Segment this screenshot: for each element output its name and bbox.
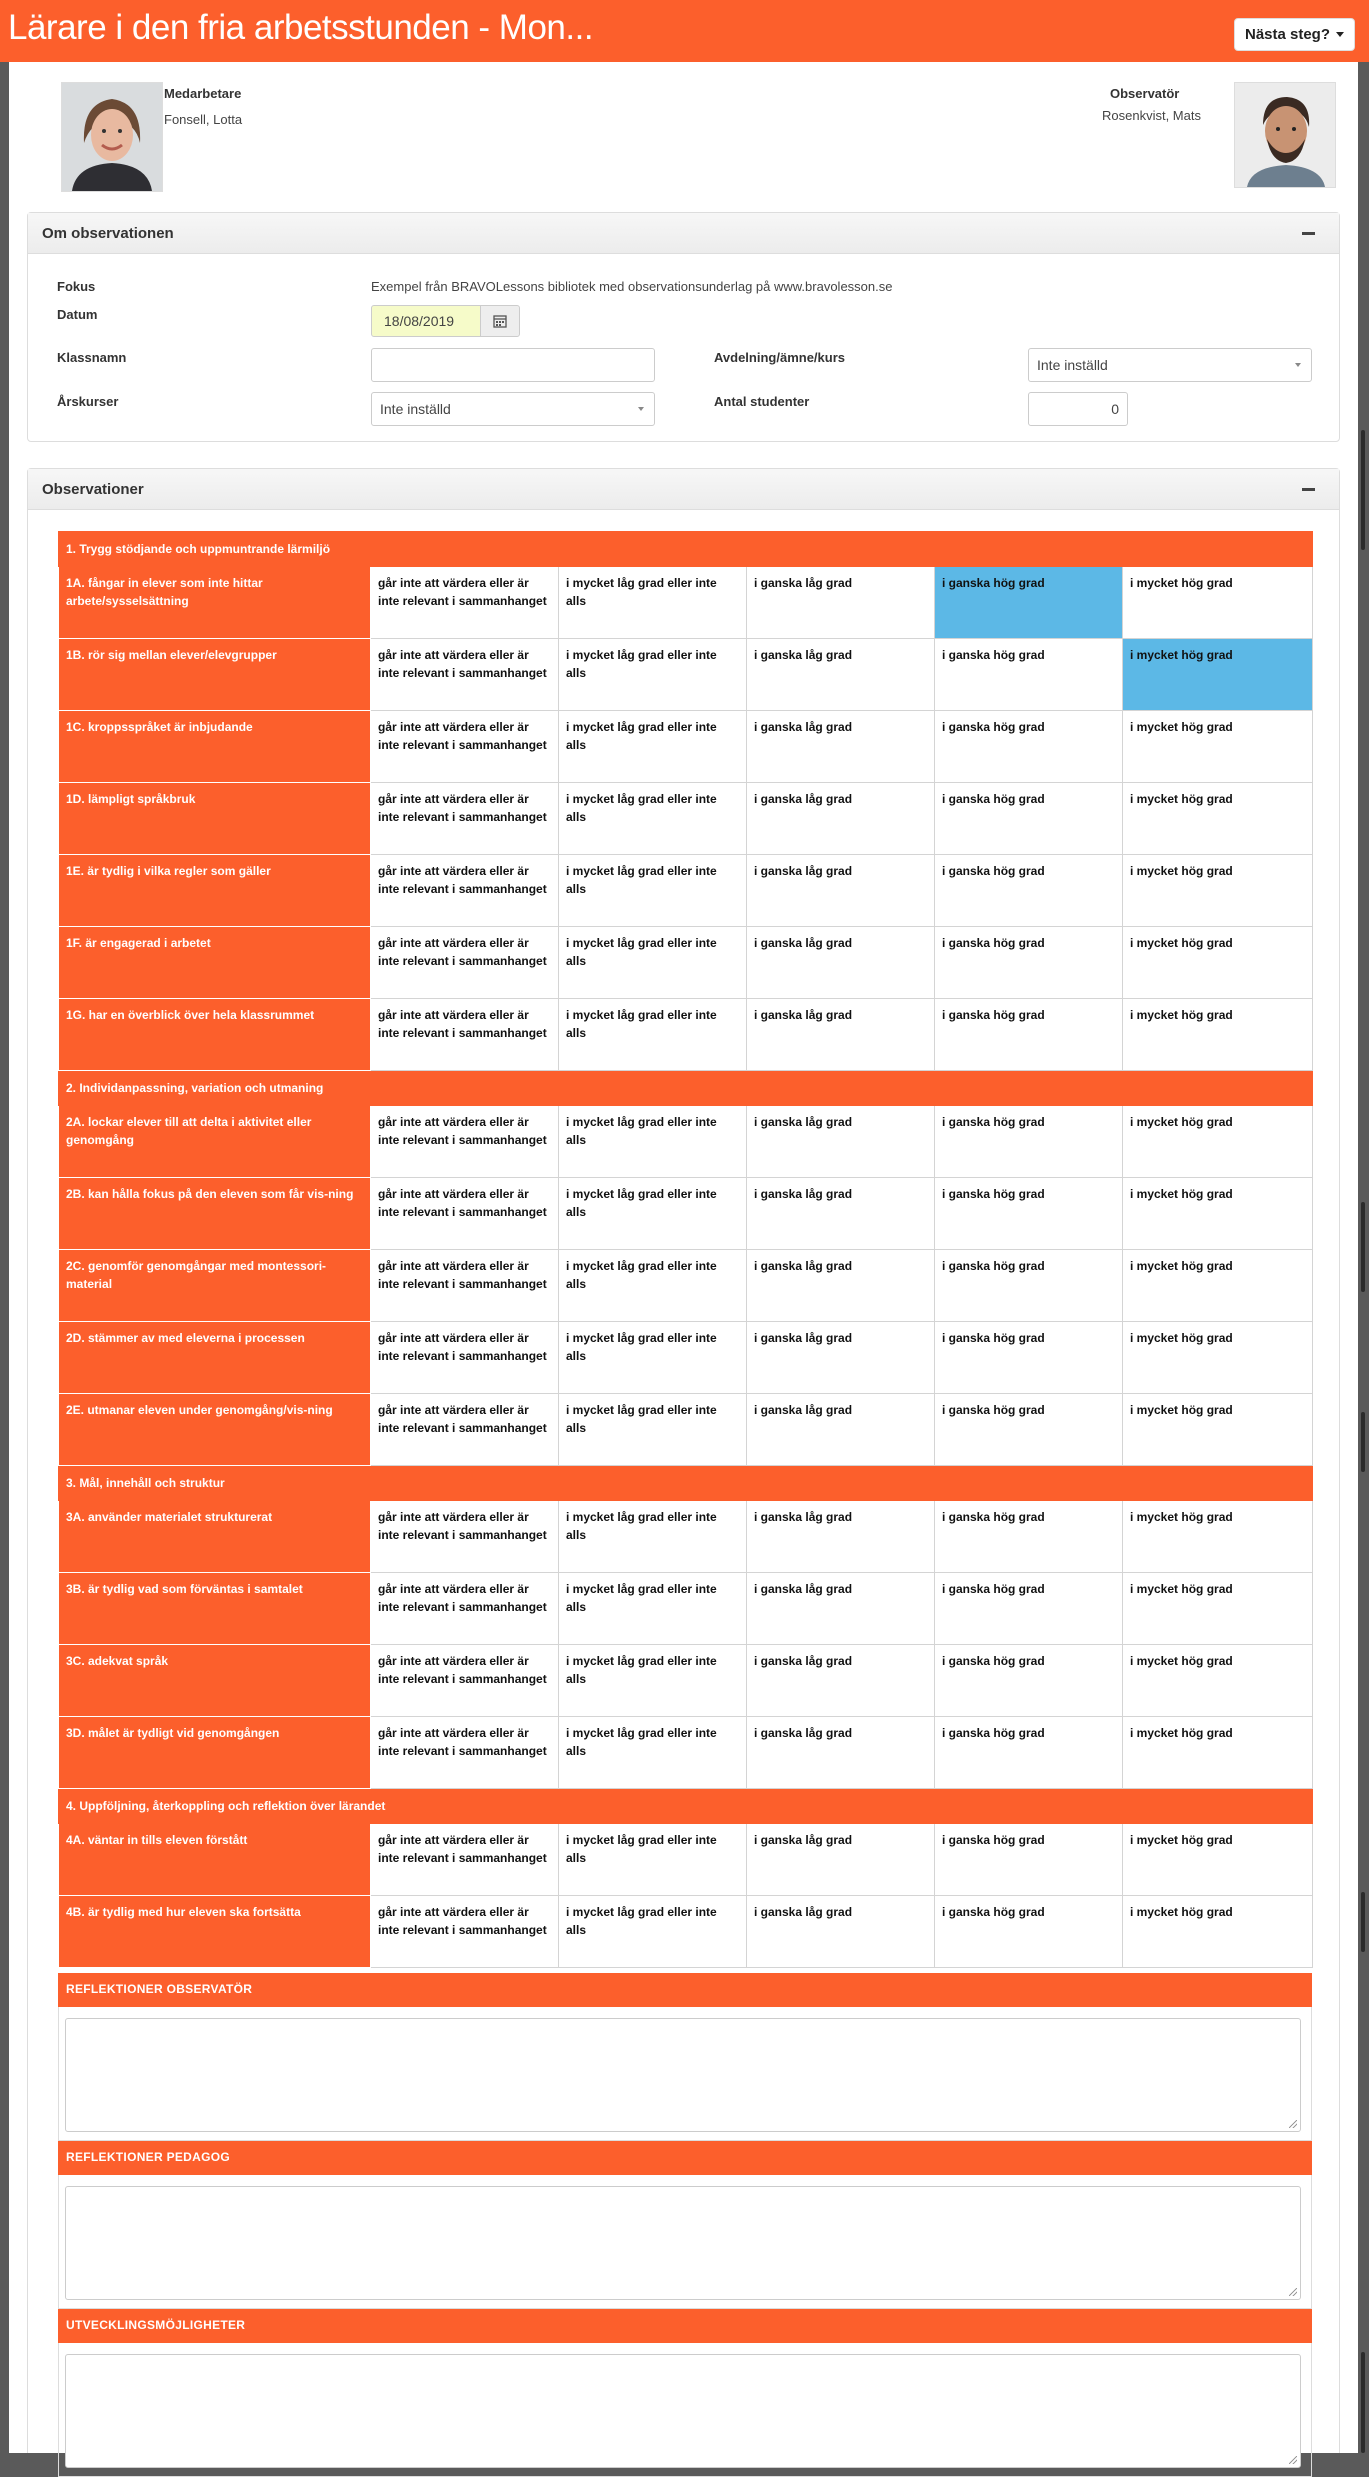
resize-handle[interactable] (1289, 2456, 1297, 2464)
resize-handle[interactable] (1289, 2288, 1297, 2296)
criterion-label: 4B. är tydlig med hur eleven ska fortsätta (59, 1896, 371, 1968)
rating-option[interactable]: i mycket låg grad eller inte alls (559, 1573, 747, 1645)
rating-option[interactable]: i mycket låg grad eller inte alls (559, 927, 747, 999)
rating-option[interactable]: i mycket hög grad (1123, 1645, 1313, 1717)
rating-option[interactable]: i ganska låg grad (747, 1178, 935, 1250)
calendar-button[interactable] (480, 305, 520, 337)
section-header (59, 532, 1313, 567)
collapse-icon[interactable] (1302, 232, 1315, 235)
rating-option[interactable]: går inte att värdera eller är inte relevant i sammanhanget (371, 639, 559, 711)
rating-option[interactable]: i ganska hög grad (935, 1178, 1123, 1250)
about-panel (27, 212, 1340, 442)
date-value: 18/08/2019 (384, 313, 455, 329)
observer-name: Rosenkvist, Mats (1102, 108, 1201, 123)
rating-option[interactable]: i mycket låg grad eller inte alls (559, 783, 747, 855)
calendar-icon (493, 314, 507, 328)
criterion-label: 3D. målet är tydligt vid genomgången (59, 1717, 371, 1789)
rating-option[interactable]: i ganska hög grad (935, 1896, 1123, 1968)
dept-select[interactable] (1028, 348, 1312, 382)
rating-option[interactable]: i ganska hög grad (935, 1394, 1123, 1466)
criterion-label: 2D. stämmer av med eleverna i processen (59, 1322, 371, 1394)
criterion-label: 2A. lockar elever till att delta i aktivitet eller genomgång (59, 1106, 371, 1178)
next-step-button[interactable] (1234, 18, 1355, 51)
dept-value: Inte inställd (1037, 357, 1108, 373)
resize-handle[interactable] (1289, 2120, 1297, 2128)
about-panel-title: Om observationen (42, 224, 174, 242)
observations-panel-title: Observationer (42, 480, 144, 498)
scrollbar-thumb[interactable] (1361, 1202, 1365, 1292)
scrollbar-thumb[interactable] (1361, 1412, 1365, 1472)
rating-option[interactable]: går inte att värdera eller är inte relevant i sammanhanget (371, 927, 559, 999)
criterion-row (59, 1501, 1313, 1573)
students-value: 0 (1111, 401, 1119, 417)
criterion-label: 1E. är tydlig i vilka regler som gäller (59, 855, 371, 927)
criterion-label: 3C. adekvat språk (59, 1645, 371, 1717)
section-title: 4. Uppföljning, återkoppling och reflektion över lärandet (59, 1789, 1313, 1824)
criterion-row (59, 1573, 1313, 1645)
rating-option[interactable]: i ganska hög grad (935, 567, 1123, 639)
rating-option[interactable]: går inte att värdera eller är inte relevant i sammanhanget (371, 783, 559, 855)
rating-option[interactable]: i mycket hög grad (1123, 1250, 1313, 1322)
rating-option[interactable]: går inte att värdera eller är inte relevant i sammanhanget (371, 1178, 559, 1250)
rating-option[interactable]: i mycket låg grad eller inte alls (559, 1178, 747, 1250)
criterion-label: 1F. är engagerad i arbetet (59, 927, 371, 999)
about-panel-header[interactable] (28, 213, 1339, 254)
students-label: Antal studenter (714, 394, 810, 409)
class-input[interactable] (371, 348, 655, 382)
rating-option[interactable]: i mycket låg grad eller inte alls (559, 1322, 747, 1394)
rating-option[interactable]: i mycket låg grad eller inte alls (559, 1501, 747, 1573)
rating-option[interactable]: i mycket låg grad eller inte alls (559, 567, 747, 639)
scrollbar-thumb[interactable] (1361, 430, 1365, 550)
criterion-row (59, 1250, 1313, 1322)
rating-option[interactable]: i mycket hög grad (1123, 567, 1313, 639)
criterion-label: 2E. utmanar eleven under genomgång/vis-ning (59, 1394, 371, 1466)
rating-option[interactable]: i mycket låg grad eller inte alls (559, 1106, 747, 1178)
section-title: 3. Mål, innehåll och struktur (59, 1466, 1313, 1501)
criterion-row (59, 1322, 1313, 1394)
section-header (59, 1466, 1313, 1501)
rating-option[interactable]: går inte att värdera eller är inte relevant i sammanhanget (371, 1717, 559, 1789)
rating-option[interactable]: går inte att värdera eller är inte relevant i sammanhanget (371, 1501, 559, 1573)
students-input[interactable] (1028, 392, 1128, 426)
rating-option[interactable]: i mycket låg grad eller inte alls (559, 1717, 747, 1789)
criterion-label: 1G. har en överblick över hela klassrummet (59, 999, 371, 1071)
criterion-label: 2C. genomför genomgångar med montessori-material (59, 1250, 371, 1322)
criterion-label: 1B. rör sig mellan elever/elevgrupper (59, 639, 371, 711)
rating-option[interactable]: i mycket hög grad (1123, 783, 1313, 855)
rating-option[interactable]: i mycket låg grad eller inte alls (559, 1645, 747, 1717)
rating-option[interactable]: i mycket hög grad (1123, 639, 1313, 711)
rating-option[interactable]: i ganska låg grad (747, 1717, 935, 1789)
rating-option[interactable]: i ganska hög grad (935, 1573, 1123, 1645)
rating-option[interactable]: i mycket hög grad (1123, 1896, 1313, 1968)
year-select[interactable] (371, 392, 655, 426)
chevron-down-icon (1295, 363, 1301, 367)
criterion-row (59, 1106, 1313, 1178)
dept-label: Avdelning/ämne/kurs (714, 350, 845, 365)
rating-option[interactable]: går inte att värdera eller är inte relevant i sammanhanget (371, 1322, 559, 1394)
rating-option[interactable]: i ganska låg grad (747, 1896, 935, 1968)
chevron-down-icon (638, 407, 644, 411)
focus-value: Exempel från BRAVOLessons bibliotek med observationsunderlag på www.bravolesson.se (371, 279, 893, 294)
criterion-row (59, 1178, 1313, 1250)
reflection-textarea[interactable] (65, 2186, 1301, 2300)
date-input[interactable] (371, 305, 481, 337)
criterion-row (59, 1896, 1313, 1968)
rating-option[interactable]: i ganska låg grad (747, 1824, 935, 1896)
observer-avatar (1234, 82, 1336, 188)
rating-option[interactable]: går inte att värdera eller är inte relevant i sammanhanget (371, 1896, 559, 1968)
criterion-row (59, 711, 1313, 783)
rating-option[interactable]: i ganska låg grad (747, 1250, 935, 1322)
rating-option[interactable]: i mycket låg grad eller inte alls (559, 855, 747, 927)
rating-option[interactable]: i mycket hög grad (1123, 999, 1313, 1071)
criterion-label: 4A. väntar in tills eleven förstått (59, 1824, 371, 1896)
section-header (59, 1789, 1313, 1824)
rating-option[interactable]: går inte att värdera eller är inte relevant i sammanhanget (371, 1106, 559, 1178)
employee-name: Fonsell, Lotta (164, 112, 243, 127)
reflection-title: REFLEKTIONER PEDAGOG (58, 2141, 1312, 2175)
rating-option[interactable]: i ganska låg grad (747, 639, 935, 711)
year-label: Årskurser (57, 394, 119, 409)
date-label: Datum (57, 307, 98, 322)
reflection-title: UTVECKLINGSMÖJLIGHETER (58, 2309, 1312, 2343)
rating-option[interactable]: går inte att värdera eller är inte relevant i sammanhanget (371, 1824, 559, 1896)
criterion-row (59, 1717, 1313, 1789)
rating-option[interactable]: i ganska låg grad (747, 1645, 935, 1717)
rating-option[interactable]: i ganska låg grad (747, 855, 935, 927)
criterion-row (59, 855, 1313, 927)
rating-option[interactable]: i ganska hög grad (935, 1106, 1123, 1178)
rating-option[interactable]: i mycket hög grad (1123, 1717, 1313, 1789)
year-value: Inte inställd (380, 401, 451, 417)
rating-option[interactable]: i mycket låg grad eller inte alls (559, 999, 747, 1071)
rating-option[interactable]: i ganska låg grad (747, 567, 935, 639)
rating-option[interactable]: i mycket hög grad (1123, 1573, 1313, 1645)
section-title: 2. Individanpassning, variation och utmaning (59, 1071, 1313, 1106)
rating-option[interactable]: går inte att värdera eller är inte relevant i sammanhanget (371, 1573, 559, 1645)
criterion-row (59, 1645, 1313, 1717)
rating-option[interactable]: i mycket låg grad eller inte alls (559, 711, 747, 783)
observer-label: Observatör (1110, 86, 1180, 101)
criterion-label: 1D. lämpligt språkbruk (59, 783, 371, 855)
collapse-icon[interactable] (1302, 488, 1315, 491)
rating-option[interactable]: i ganska låg grad (747, 711, 935, 783)
rating-option[interactable]: i ganska hög grad (935, 639, 1123, 711)
rating-option[interactable]: i mycket låg grad eller inte alls (559, 1250, 747, 1322)
rating-option[interactable]: i mycket hög grad (1123, 711, 1313, 783)
rating-option[interactable]: i ganska hög grad (935, 927, 1123, 999)
rating-option[interactable]: i mycket hög grad (1123, 927, 1313, 999)
criterion-label: 2B. kan hålla fokus på den eleven som får vis-ning (59, 1178, 371, 1250)
rating-option[interactable]: går inte att värdera eller är inte relevant i sammanhanget (371, 1394, 559, 1466)
rating-option[interactable]: i ganska hög grad (935, 855, 1123, 927)
rating-option[interactable]: i ganska låg grad (747, 1573, 935, 1645)
section-header (59, 1071, 1313, 1106)
rating-option[interactable]: i ganska hög grad (935, 1824, 1123, 1896)
rating-option[interactable]: i mycket hög grad (1123, 1394, 1313, 1466)
scrollbar-thumb[interactable] (1361, 2352, 1365, 2453)
rating-option[interactable]: i mycket låg grad eller inte alls (559, 639, 747, 711)
criterion-label: 1C. kroppsspråket är inbjudande (59, 711, 371, 783)
reflection-textarea[interactable] (65, 2354, 1301, 2468)
criterion-row (59, 567, 1313, 639)
focus-label: Fokus (57, 279, 96, 294)
observations-table (58, 531, 1313, 1968)
rating-option[interactable]: går inte att värdera eller är inte relevant i sammanhanget (371, 855, 559, 927)
rating-option[interactable]: i ganska låg grad (747, 999, 935, 1071)
criterion-label: 3A. använder materialet strukturerat (59, 1501, 371, 1573)
section-title: 1. Trygg stödjande och uppmuntrande lärmiljö (59, 532, 1313, 567)
reflection-title: REFLEKTIONER OBSERVATÖR (58, 1973, 1312, 2007)
reflection-textarea[interactable] (65, 2018, 1301, 2132)
rating-option[interactable]: i mycket hög grad (1123, 855, 1313, 927)
scrollbar-thumb[interactable] (1361, 1892, 1365, 1952)
rating-option[interactable]: i ganska låg grad (747, 1322, 935, 1394)
employee-avatar-image (62, 83, 162, 191)
criterion-row (59, 783, 1313, 855)
chevron-down-icon (1336, 32, 1344, 37)
rating-option[interactable]: i mycket hög grad (1123, 1322, 1313, 1394)
criterion-label: 1A. fångar in elever som inte hittar arbete/sysselsättning (59, 567, 371, 639)
rating-option[interactable]: i mycket hög grad (1123, 1106, 1313, 1178)
rating-option[interactable]: i ganska låg grad (747, 1106, 935, 1178)
rating-option[interactable]: i ganska hög grad (935, 999, 1123, 1071)
criterion-row (59, 1824, 1313, 1896)
observer-avatar-image (1235, 83, 1335, 187)
observations-panel-header[interactable] (28, 469, 1339, 510)
rating-option[interactable]: i mycket hög grad (1123, 1501, 1313, 1573)
rating-option[interactable]: i ganska hög grad (935, 1645, 1123, 1717)
rating-option[interactable]: i ganska låg grad (747, 1394, 935, 1466)
rating-option[interactable]: går inte att värdera eller är inte relevant i sammanhanget (371, 1250, 559, 1322)
rating-option[interactable]: i ganska låg grad (747, 1501, 935, 1573)
rating-option[interactable]: i ganska hög grad (935, 1250, 1123, 1322)
rating-option[interactable]: i ganska hög grad (935, 711, 1123, 783)
criterion-label: 3B. är tydlig vad som förväntas i samtalet (59, 1573, 371, 1645)
rating-option[interactable]: i ganska hög grad (935, 1322, 1123, 1394)
rating-option[interactable]: går inte att värdera eller är inte relevant i sammanhanget (371, 567, 559, 639)
app-header (0, 0, 1369, 62)
criterion-row (59, 999, 1313, 1071)
rating-option[interactable]: i mycket låg grad eller inte alls (559, 1394, 747, 1466)
criterion-row (59, 639, 1313, 711)
criterion-row (59, 1394, 1313, 1466)
scrollbar[interactable] (1358, 62, 1369, 2453)
rating-option[interactable]: i ganska hög grad (935, 1501, 1123, 1573)
rating-option[interactable]: i mycket låg grad eller inte alls (559, 1824, 747, 1896)
rating-option[interactable]: i ganska hög grad (935, 783, 1123, 855)
rating-option[interactable]: i mycket hög grad (1123, 1824, 1313, 1896)
employee-avatar (61, 82, 163, 192)
rating-option[interactable]: i ganska låg grad (747, 927, 935, 999)
criterion-row (59, 927, 1313, 999)
rating-option[interactable]: går inte att värdera eller är inte relevant i sammanhanget (371, 999, 559, 1071)
class-label: Klassnamn (57, 350, 127, 365)
rating-option[interactable]: i mycket hög grad (1123, 1178, 1313, 1250)
rating-option[interactable]: går inte att värdera eller är inte relevant i sammanhanget (371, 711, 559, 783)
employee-label: Medarbetare (164, 86, 242, 101)
page-title: Lärare i den fria arbetsstunden - Mon... (8, 8, 594, 47)
rating-option[interactable]: i mycket låg grad eller inte alls (559, 1896, 747, 1968)
next-step-label: Nästa steg? (1244, 26, 1331, 43)
rating-option[interactable]: i ganska låg grad (747, 783, 935, 855)
rating-option[interactable]: går inte att värdera eller är inte relevant i sammanhanget (371, 1645, 559, 1717)
rating-option[interactable]: i ganska hög grad (935, 1717, 1123, 1789)
